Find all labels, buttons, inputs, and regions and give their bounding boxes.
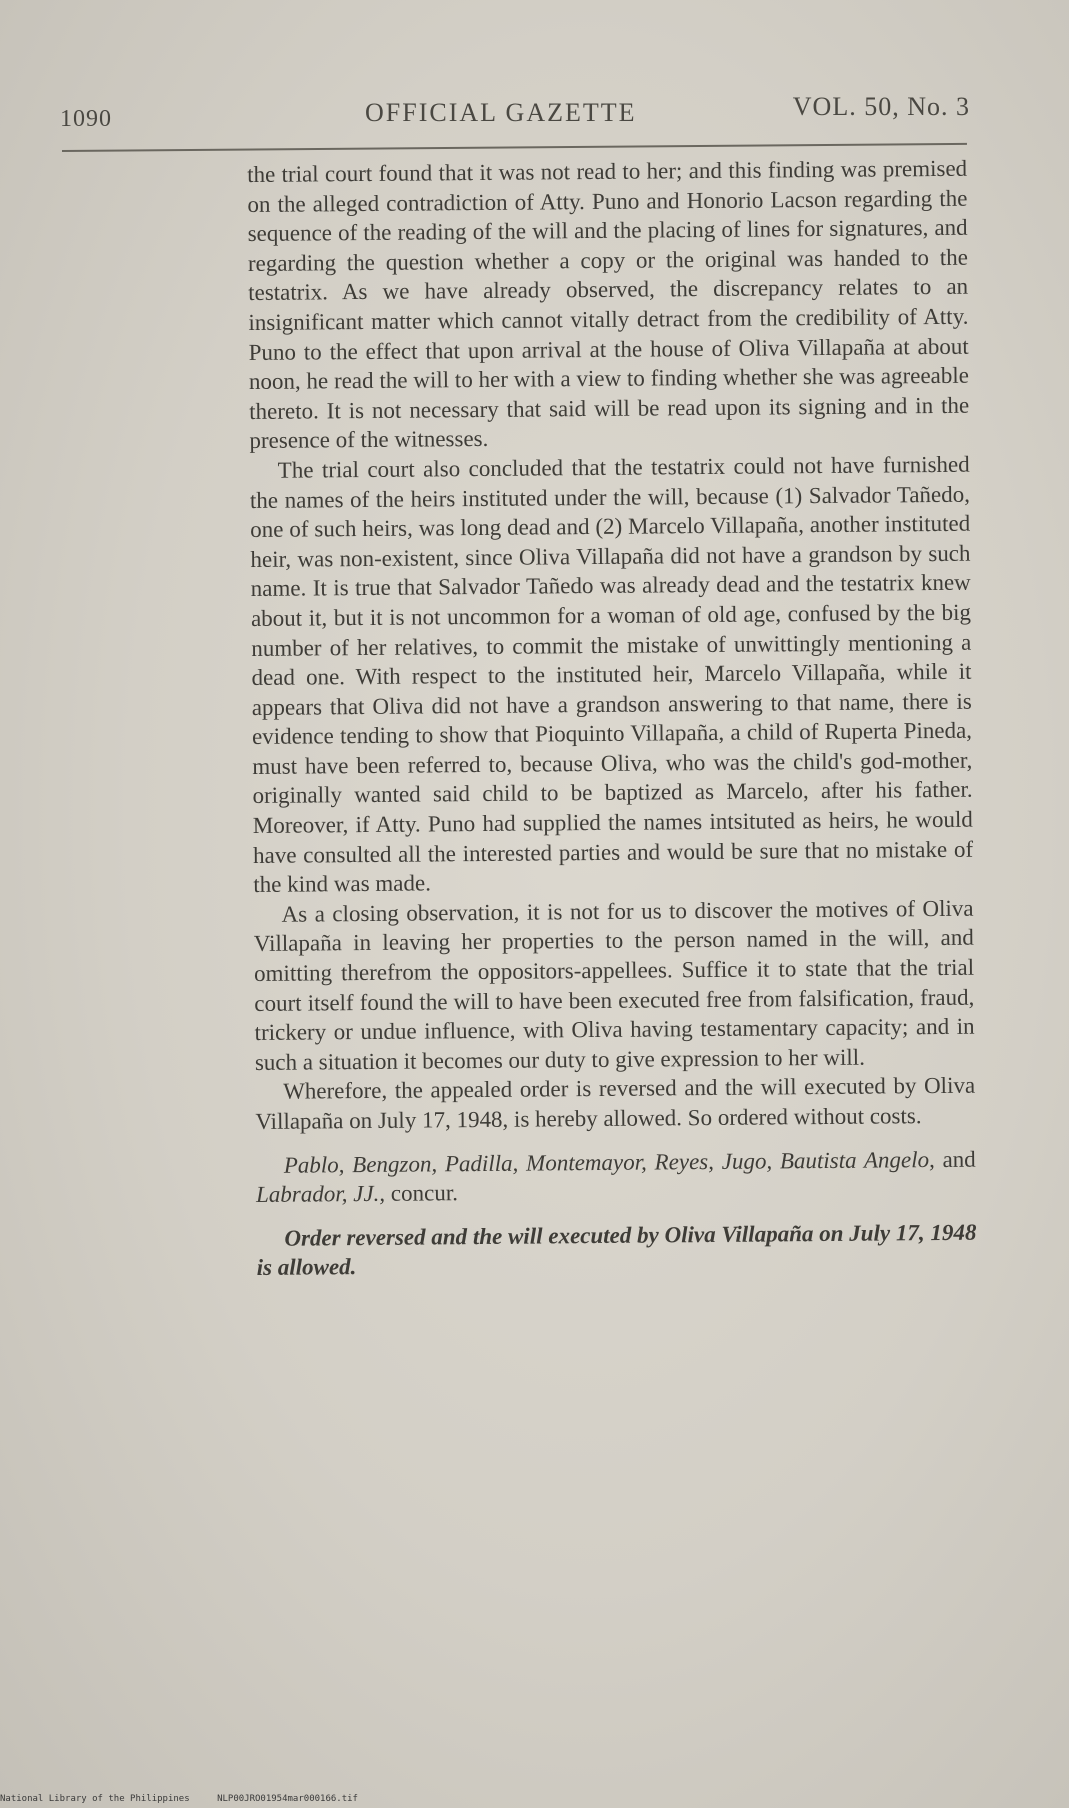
concurrence-line [256, 1144, 976, 1209]
concurring-justice-last: Labrador, JJ., [255, 1181, 386, 1208]
paragraph-continuation: the trial court found that it was not read to her; and this finding was premised on the alleged contradiction of Atty. Puno and Honorio Lacson regarding the sequence of the reading of the will and the placing of lines for signatures, and regarding the question whether a copy or the original was handed to the testatrix. As we have already observed, the discrepancy relates to an insignificant matter which cannot vitally detract from the credibility of Atty. Puno to the effect that upon arrival at the house of Oliva Villapaña at about noon, he read the will to her with a view to finding whether she was agreeable thereto. It is not necessary that said will be read upon its signing and in the presence of the witnesses. [247, 155, 970, 454]
body-text [247, 154, 977, 1283]
file-id: NLP00JRO01954mar000166.tif [217, 1794, 358, 1804]
header-rule [62, 143, 967, 152]
paragraph-wherefore: Wherefore, the appealed order is reversed and the will executed by Oliva Villapaña on July 17, 1948, is hereby allowed. So ordered without costs. [255, 1073, 976, 1134]
scan-footer [0, 1794, 600, 1804]
page-number: 1090 [60, 106, 112, 132]
concurring-justices: Pablo, Bengzon, Padilla, Montemayor, Reyes, Jugo, Bautista Angelo, [283, 1146, 935, 1178]
paragraph-closing-observation: As a closing observation, it is not for us to discover the motives of Oliva Villapaña in leaving her properties to the person named in the will, and omitting therefrom the oppositors-appellees. Suffice it to state that the trial court itself found the will to have been executed free from falsification, fraud, trickery or undue influence, with Oliva having testamentary capacity; and in such a situation it becomes our duty to give expression to her will. [253, 895, 975, 1075]
concurrence-and: and [934, 1146, 976, 1172]
page-header [60, 92, 970, 132]
publication-title: OFFICIAL GAZETTE [365, 98, 637, 127]
library-credit: National Library of the Philippines [0, 1794, 190, 1804]
paragraph-heirs: The trial court also concluded that the testatrix could not have furnished the names of the heirs instituted under the will, because (1) Salvador Tañedo, one of such heirs, was long dead and (2) Marcelo Villapaña, another instituted heir, was non-existent, since Oliva Villapaña did not have a grandson by such name. It is true that Salvador Tañedo was already dead and the testatrix knew about it, but it is not uncommon for a woman of old age, confused by the big number of her relatives, to commit the mistake of unwittingly mentioning a dead one. With respect to the instituted heir, Marcelo Villapaña, while it appears that Oliva did not have a grandson answering to that name, there is evidence tending to show that Pioquinto Villapaña, a child of Ruperta Pineda, must have been referred to, because Oliva, who was the child's god-mother, originally wanted said child to be baptized as Marcelo, after his father. Moreover, if Atty. Puno had supplied the names intsituted as heirs, he would have consulted all the interested parties and would be sure that no mistake of the kind was made. [249, 451, 974, 898]
concurrence-verb: concur. [384, 1180, 459, 1207]
volume-issue: VOL. 50, No. 3 [792, 92, 970, 121]
disposition: Order reversed and the will executed by Oliva Villapaña on July 17, 1948 is allowed. [256, 1219, 977, 1281]
